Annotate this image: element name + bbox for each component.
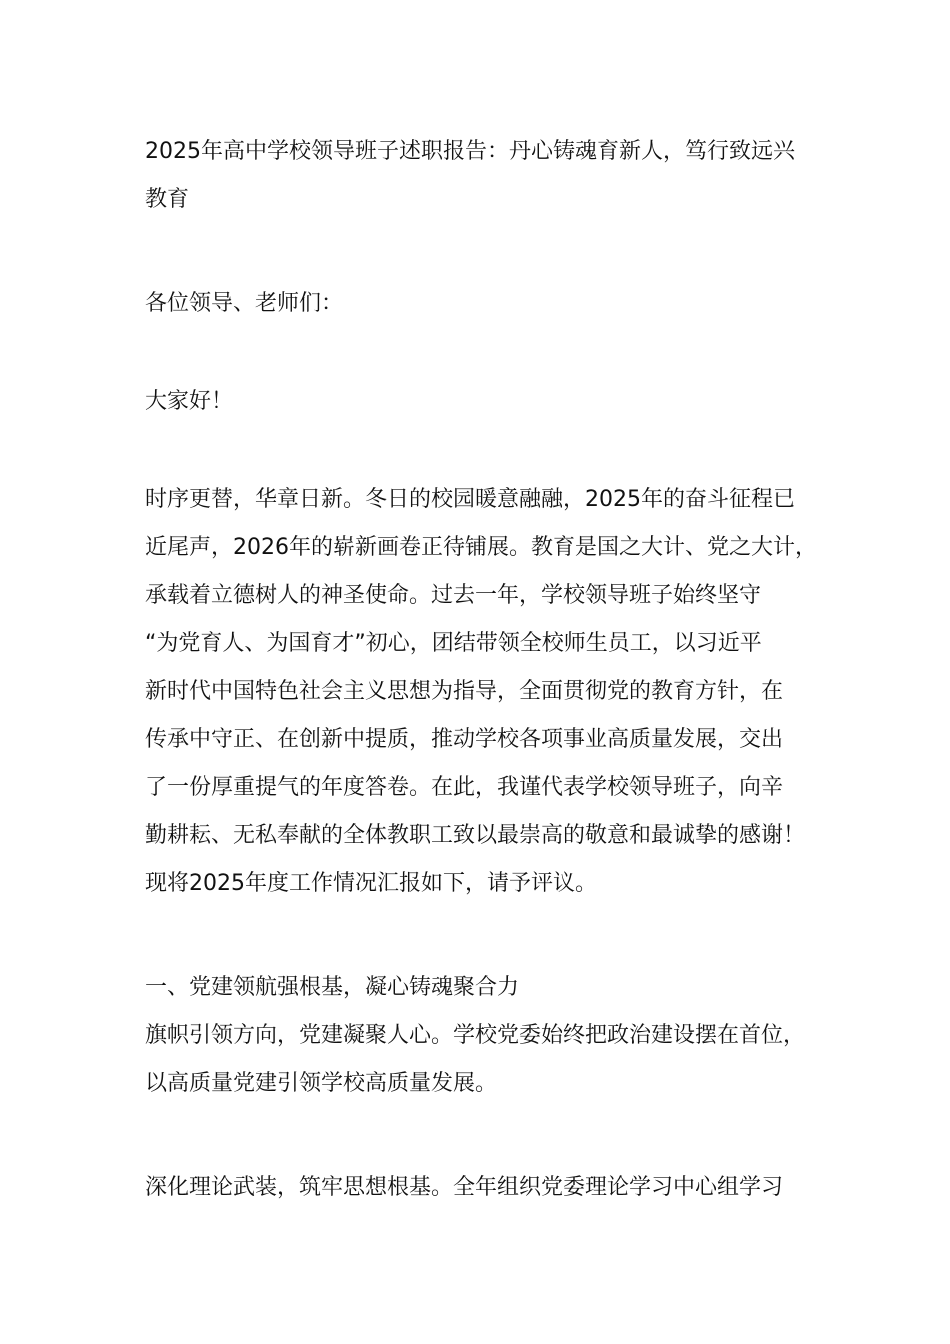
intro-paragraph-line: 新时代中国特色社会主义思想为指导，全面贯彻党的教育方针，在 [145,679,784,704]
section-1-paragraph-2-line: 深化理论武装，筑牢思想根基。全年组织党委理论学习中心组学习 [145,1175,784,1200]
intro-paragraph-line: 现将2025年度工作情况汇报如下，请予评议。 [145,871,597,896]
intro-paragraph-line: 传承中守正、在创新中提质，推动学校各项事业高质量发展，交出 [145,727,784,752]
intro-paragraph-line: 承载着立德树人的神圣使命。过去一年，学校领导班子始终坚守 [145,583,762,608]
section-1-heading: 一、党建领航强根基，凝心铸魂聚合力 [145,975,520,1000]
intro-paragraph-line: 了一份厚重提气的年度答卷。在此，我谨代表学校领导班子，向辛 [145,775,784,800]
section-1-paragraph-line: 旗帜引领方向，党建凝聚人心。学校党委始终把政治建设摆在首位， [145,1023,806,1048]
intro-paragraph-line: 时序更替，华章日新。冬日的校园暖意融融，2025年的奋斗征程已 [145,487,795,512]
section-1-paragraph-line: 以高质量党建引领学校高质量发展。 [145,1071,498,1096]
document-title-line-2: 教育 [145,187,190,212]
document-title-line-1: 2025年高中学校领导班子述职报告：丹心铸魂育新人，笃行致远兴 [145,139,795,164]
intro-paragraph-line: 勤耕耘、无私奉献的全体教职工致以最崇高的敬意和最诚挚的感谢！ [145,823,806,848]
greeting: 大家好！ [145,389,234,414]
intro-paragraph-line: 近尾声，2026年的崭新画卷正待铺展。教育是国之大计、党之大计， [145,535,817,560]
intro-paragraph-line: “为党育人、为国育才”初心，团结带领全校师生员工，以习近平 [145,631,762,656]
salutation: 各位领导、老师们： [145,291,344,316]
